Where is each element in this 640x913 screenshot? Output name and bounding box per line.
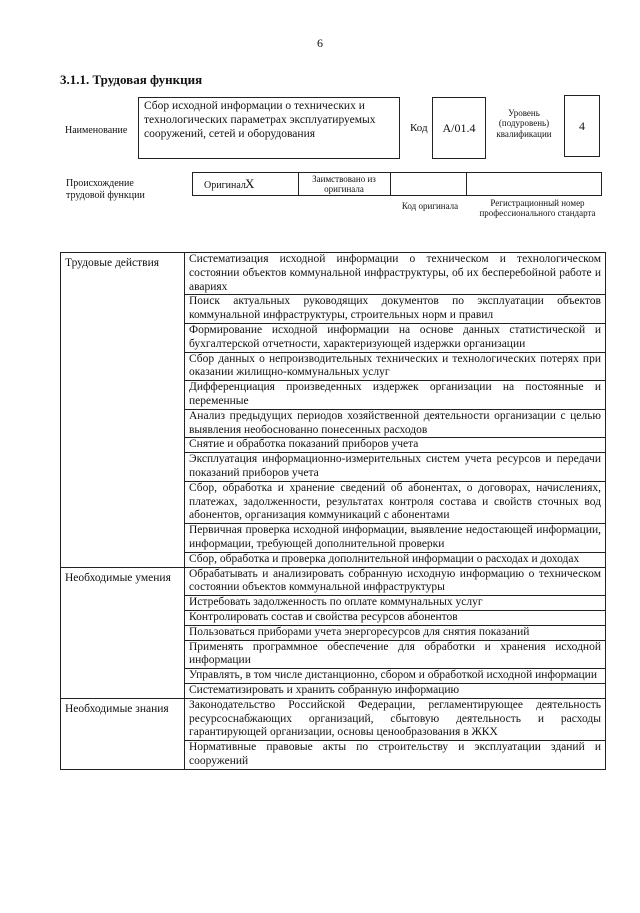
item-cell: Сбор, обработка и проверка дополнительной информации о расходах и доходах — [185, 552, 606, 567]
table-row — [61, 253, 606, 295]
category-cell: Трудовые действия — [61, 253, 185, 568]
item-cell: Нормативные правовые акты по строительству и эксплуатации зданий и сооружений — [185, 741, 606, 770]
origin-divider — [466, 172, 467, 196]
page-number: 6 — [317, 36, 323, 50]
item-cell: Истребовать задолженность по оплате коммунальных услуг — [185, 596, 606, 611]
origin-divider — [390, 172, 391, 196]
item-cell: Систематизация исходной информации о техническом и технологическом состоянии объектов коммунальной инфраструктуры, об их бесперебойной работе и авариях — [185, 253, 606, 295]
origin-code-label: Код оригинала — [401, 201, 459, 211]
item-cell: Законодательство Российской Федерации, регламентирующее деятельность ресурсоснабжающих организаций, сбытовую деятельность и расходы гарантирующей организации, основы ценообразования в ЖКХ — [185, 698, 606, 740]
table-row — [61, 567, 606, 596]
name-value: Сбор исходной информации о технических и технологических параметрах эксплуатируемых сооружений, сетей и оборудования — [138, 97, 400, 159]
origin-borrowed: Заимствовано из оригинала — [312, 174, 376, 195]
item-cell: Поиск актуальных руководящих документов по эксплуатации объектов коммунальной инфраструктуры, строительных норм и правил — [185, 295, 606, 324]
code-value: A/01.4 — [432, 97, 486, 159]
item-cell: Обрабатывать и анализировать собранную исходную информацию о техническом состоянии объектов коммунальной инфраструктуры — [185, 567, 606, 596]
item-cell: Первичная проверка исходной информации, выявление недостающей информации, информации, требующей дополнительной проверки — [185, 524, 606, 553]
section-heading: 3.1.1. Трудовая функция — [60, 72, 203, 87]
item-cell: Пользоваться приборами учета энергоресурсов для снятия показаний — [185, 625, 606, 640]
item-cell: Контролировать состав и свойства ресурсов абонентов — [185, 610, 606, 625]
table-row — [61, 698, 606, 740]
origin-label: Происхождение трудовой функции — [66, 178, 145, 201]
item-cell: Снятие и обработка показаний приборов учета — [185, 438, 606, 453]
category-cell: Необходимые умения — [61, 567, 185, 698]
item-cell: Анализ предыдущих периодов хозяйственной деятельности организации с целью выявления необоснованно понесенных расходов — [185, 409, 606, 438]
origin-original: Оригинал — [204, 180, 246, 191]
item-cell: Применять программное обеспечение для обработки и хранения исходной информации — [185, 640, 606, 669]
level-value: 4 — [564, 95, 600, 157]
item-cell: Дифференциация произведенных издержек организации на постоянные и переменные — [185, 381, 606, 410]
level-label: Уровень (подуровень) квалификации — [496, 108, 552, 139]
name-label: Наименование — [65, 125, 128, 136]
item-cell: Сбор данных о непроизводительных технических и технологических потерях при оказании жилищно-коммунальных услуг — [185, 352, 606, 381]
origin-divider — [298, 172, 299, 196]
item-cell: Сбор, обработка и хранение сведений об абонентах, о договорах, начислениях, платежах, задолженности, результатах контроля состава и свойств сточных вод абонентов, организация коммуникаций с абонентами — [185, 481, 606, 523]
item-cell: Систематизировать и хранить собранную информацию — [185, 683, 606, 698]
item-cell: Эксплуатация информационно-измерительных систем учета ресурсов и передачи показаний приборов учета — [185, 453, 606, 482]
origin-reg-label: Регистрационный номер профессионального стандарта — [479, 198, 596, 219]
item-cell: Управлять, в том числе дистанционно, сбором и обработкой исходной информации — [185, 669, 606, 684]
origin-mark: X — [245, 176, 255, 191]
code-label: Код — [410, 122, 428, 134]
category-cell: Необходимые знания — [61, 698, 185, 769]
competency-table — [60, 252, 606, 770]
item-cell: Формирование исходной информации на основе данных статистической и бухгалтерской отчетности, характеризующей издержки организации — [185, 323, 606, 352]
